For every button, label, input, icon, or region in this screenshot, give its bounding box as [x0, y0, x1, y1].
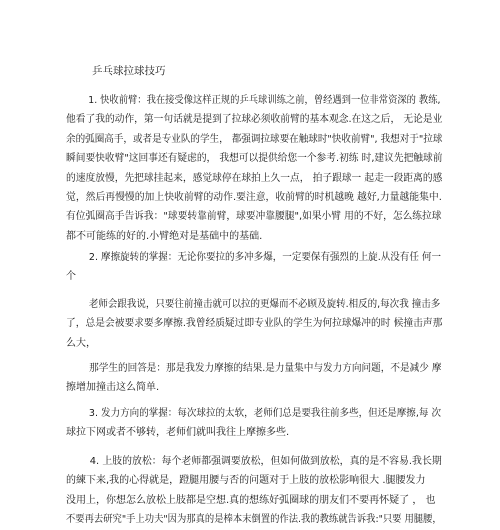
paragraph-line: 他看了我的动作，第一句话就是提到了拉球必须收前臂的基本观念.在这之后， 无论是业 — [66, 114, 443, 126]
paragraph-line: 么大， — [66, 337, 96, 349]
paragraph-5 — [66, 404, 442, 443]
paragraph-3 — [66, 295, 442, 353]
paragraph-line: 3. 发力方向的掌握：每次球拉的太软，老师们总是要我往前多些，但还是摩擦,每 次 — [88, 408, 441, 419]
paragraph-line: 的速度放慢，先把球挂起来，感觉球停在球拍上久一点， 拍子跟球一 起走一段距离的感 — [66, 172, 443, 184]
paragraph-line: 都不可能练的好的.小臂绝对是基础中的基础. — [66, 230, 263, 242]
paragraph-line: 了，总是会被要求要多摩擦.我曾经质疑过即专业队的学生为何拉球爆冲的时 候撞击声那 — [66, 318, 443, 330]
paragraph-line: 个 — [66, 271, 76, 283]
paragraph-2 — [66, 248, 442, 287]
paragraph-line: 没用上，你想怎么放松上肢都是空想.真的想练好弧圈球的朋友们不要再怀疑了 ， 也 — [66, 494, 436, 506]
paragraph-line: 那学生的回答是：那是我发力摩擦的结果.是力量集中与发力方向问题，不是减少 摩 — [89, 363, 442, 374]
paragraph-line: 擦增加撞击这么简单. — [66, 382, 160, 394]
paragraph-line: 球拉下网或者不够转，老师们就叫我往上摩擦多些. — [66, 427, 290, 439]
paragraph-1 — [66, 91, 442, 246]
paragraph-line: 4. 上肢的放松：每个老师都强调要放松，但如何做到放松，真的是不容易.我长期 — [89, 456, 442, 467]
paragraph-line: 1. 快收前臂：我在接受像这样正规的乒乓球训练之前，曾经遇到一位非常资深的 教练, — [88, 95, 441, 106]
paragraph-line: 老师会跟我说，只要往前撞击就可以拉的更爆而不必顾及旋转.相反的,每次我 撞击多 — [88, 299, 441, 310]
document-title: 乒乓球拉球技巧 — [92, 65, 166, 77]
paragraph-line: 的練下来,我的心得就是，蹬腿用腰与否的问题对于上肢的放松影响很大 .腿腰发力 — [66, 475, 426, 487]
paragraph-line: 有位弧圈高手告诉我："球要转靠前臂，球要冲靠腰腿",如果小臂 用的不好，怎么练拉球 — [66, 211, 442, 223]
paragraph-line: 觉，然后再慢慢的加上快收前臂的动作.要注意，收前臂的时机越晚 越好,力量越能集中. — [66, 192, 442, 204]
paragraph-line: 不要再去研究"手上功夫"因为那真的是棒本末倒置的作法.我的教练就告诉我:"只要 用腿腰， — [66, 514, 442, 526]
paragraph-line: 余的弧圈高手，或者是专业队的学生， 都强调拉球要在触球时"快收前臂", 我想对于"拉球 — [66, 133, 443, 145]
paragraph-4 — [66, 359, 442, 398]
paragraph-line: 2. 摩擦旋转的掌握：无论你要拉的多冲多爆，一定要保有强烈的上旋.从没有任 何一 — [88, 252, 441, 263]
paragraph-line: 瞬间要快收臂"这回事还有疑虑的， 我想可以提供给您一个参考.初练 时,建议先把触球前 — [66, 153, 443, 165]
paragraph-6 — [66, 452, 442, 530]
